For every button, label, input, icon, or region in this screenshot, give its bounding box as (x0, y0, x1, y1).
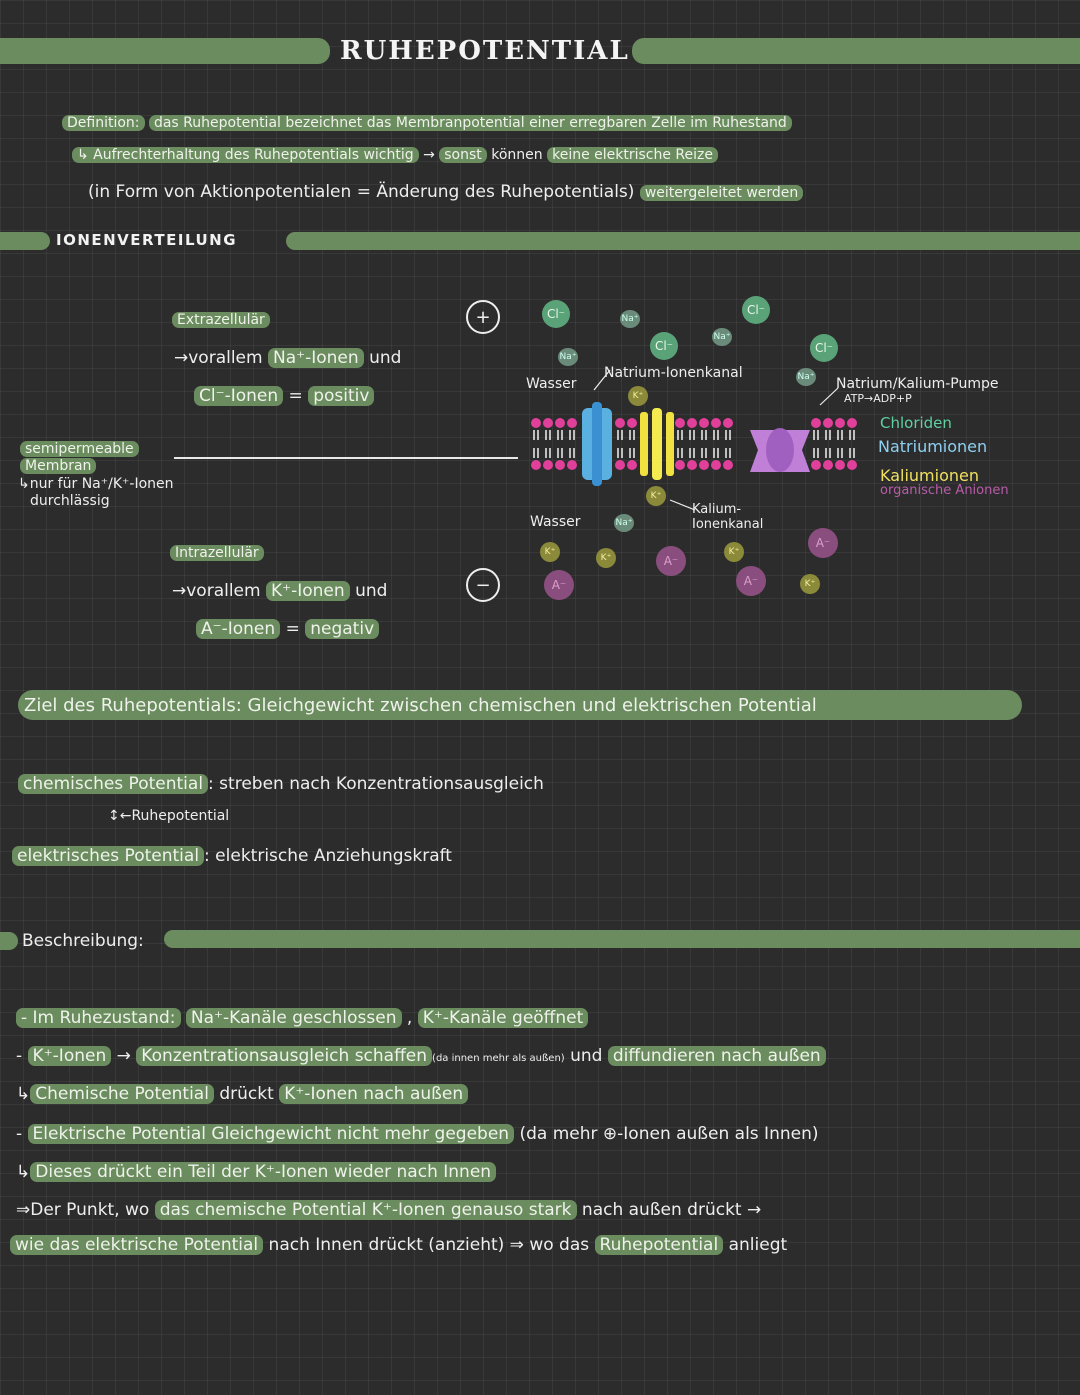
legend-anionen: organische Anionen (880, 483, 1009, 498)
ion-na: Na⁺ (796, 368, 816, 386)
wasser-top: Wasser (526, 376, 577, 392)
ion-cl: Cl⁻ (810, 334, 838, 362)
ion-anion: A⁻ (656, 546, 686, 576)
beschreibung-line-4 (16, 1124, 819, 1144)
definition-line2-d: können (491, 147, 543, 163)
definition-line2-c: sonst (439, 147, 487, 163)
kalium-kanal-1: Kalium- (692, 502, 742, 517)
b-l6-a: ⇒Der Punkt, wo (16, 1200, 150, 1220)
extra-line1-a: →vorallem (174, 348, 263, 368)
intra-negativ: negativ (305, 619, 379, 639)
membran-note-2: durchlässig (30, 493, 110, 509)
b-l2-b: K⁺-Ionen (28, 1046, 112, 1066)
extra-line-1 (174, 348, 401, 368)
membran-label-2: Membran (20, 458, 96, 474)
pump-label: Natrium/Kalium-Pumpe (836, 376, 999, 392)
intra-line1-a: →vorallem (172, 581, 261, 601)
title-bar-right (632, 38, 1080, 64)
legend-natrium: Natriumionen (878, 437, 988, 456)
ion-na: Na⁺ (558, 348, 578, 366)
title-bar-left (0, 38, 330, 64)
definition-line3-a: (in Form von Aktionpotentialen = Änderung des Ruhepotentials) (88, 182, 635, 202)
chem-label: chemisches Potential (18, 774, 208, 794)
ion-k: K⁺ (800, 574, 820, 594)
definition-line-1 (62, 115, 792, 131)
ion-k: K⁺ (596, 548, 616, 568)
intra-a-ions: A⁻-Ionen (196, 619, 280, 639)
b-l7-a: wie das elektrische Potential (10, 1235, 263, 1255)
chem-line (18, 774, 544, 794)
lipid-bilayer-left (530, 418, 857, 470)
ziel-text: Ziel des Ruhepotentials: Gleichgewicht zwischen chemischen und elektrischen Potential (24, 695, 817, 716)
ion-k: K⁺ (540, 542, 560, 562)
ion-na: Na⁺ (712, 328, 732, 346)
extra-label-text: Extrazellulär (172, 312, 270, 328)
b-l3-c: drückt (219, 1084, 274, 1104)
beschreibung-bar-left (0, 932, 18, 950)
membran-label (20, 441, 139, 475)
b-l1-c: , (406, 1008, 413, 1028)
ion-k: K⁺ (646, 486, 666, 506)
intra-line1-c: und (355, 581, 388, 601)
wasser-bottom: Wasser (530, 514, 581, 530)
b-l1-a: - Im Ruhezustand: (16, 1008, 181, 1028)
definition-line3-b: weitergeleitet werden (640, 185, 803, 201)
ion-anion: A⁻ (808, 528, 838, 558)
extra-cl-ions: Cl⁻-Ionen (194, 386, 283, 406)
extra-line1-c: und (369, 348, 402, 368)
definition-line2-arrow: → (423, 147, 435, 163)
ion-cl: Cl⁻ (542, 300, 570, 328)
definition-line-2 (72, 147, 718, 163)
b-l4-c: (da mehr ⊕-Ionen außen als Innen) (519, 1124, 819, 1144)
ion-anion: A⁻ (544, 570, 574, 600)
natrium-channel (582, 402, 674, 486)
intra-line-1 (172, 581, 387, 601)
extra-line-2 (194, 386, 374, 406)
intra-label (170, 545, 264, 561)
natrium-kalium-pump (750, 428, 810, 472)
kalium-kanal-2: Ionenkanal (692, 517, 764, 532)
definition-line2-a: ↳ Aufrechterhaltung des Ruhepotentials wichtig (72, 147, 419, 163)
extra-positiv: positiv (308, 386, 374, 406)
definition-line2-e: keine elektrische Reize (547, 147, 718, 163)
beschreibung-label: Beschreibung: (22, 931, 144, 951)
atp-label: ATP→ADP+P (844, 392, 912, 405)
elek-text: : elektrische Anziehungskraft (204, 846, 452, 866)
b-l2-a: - (16, 1046, 23, 1066)
kalium-kanal-label (692, 502, 763, 532)
intra-line-2 (196, 619, 379, 639)
b-l2-d: Konzentrationsausgleich schaffen (136, 1046, 432, 1066)
membrane-diagram (520, 290, 1080, 610)
beschreibung-line-7 (10, 1235, 787, 1255)
b-l7-c: Ruhepotential (595, 1235, 724, 1255)
definition-label: Definition: (62, 115, 145, 131)
b-l1-d: K⁺-Kanäle geöffnet (418, 1008, 589, 1028)
extra-label (172, 312, 270, 328)
ion-k: K⁺ (628, 386, 648, 406)
ion-cl: Cl⁻ (650, 332, 678, 360)
b-l4-b: Elektrische Potential Gleichgewicht nicht mehr gegeben (28, 1124, 515, 1144)
membran-note-1: ↳nur für Na⁺/K⁺-Ionen (18, 476, 174, 492)
b-l6-c: nach außen drückt → (581, 1200, 762, 1220)
extra-na-ions: Na⁺-Ionen (268, 348, 364, 368)
elek-label: elektrisches Potential (12, 846, 204, 866)
ion-cl: Cl⁻ (742, 296, 770, 324)
b-l3-b: Chemische Potential (30, 1084, 214, 1104)
b-l5-b: Dieses drückt ein Teil der K⁺-Ionen wieder nach Innen (30, 1162, 496, 1182)
ruhepotential-arrow-note: ↕←Ruhepotential (108, 808, 230, 824)
minus-sign-icon (466, 568, 500, 602)
b-l7-b: nach Innen drückt (anzieht) ⇒ wo das (268, 1235, 590, 1255)
page-title: RUHEPOTENTIAL (340, 36, 630, 66)
intra-equals: = (285, 619, 300, 639)
b-l1-b: Na⁺-Kanäle geschlossen (186, 1008, 402, 1028)
membran-label-1: semipermeable (20, 441, 139, 457)
b-l2-f: und (570, 1046, 603, 1066)
beschreibung-line-5 (16, 1162, 496, 1182)
definition-line-3 (88, 182, 803, 202)
extra-equals: = (288, 386, 303, 406)
ion-anion: A⁻ (736, 566, 766, 596)
beschreibung-line-3 (16, 1084, 468, 1104)
intra-k-ions: K⁺-Ionen (266, 581, 350, 601)
beschreibung-line-2 (16, 1046, 826, 1066)
ion-k: K⁺ (724, 542, 744, 562)
beschreibung-line-1 (16, 1008, 588, 1028)
b-l3-d: K⁺-Ionen nach außen (279, 1084, 468, 1104)
section-bar-right (286, 232, 1080, 250)
intra-label-text: Intrazellulär (170, 545, 264, 561)
b-l6-b: das chemische Potential K⁺-Ionen genauso stark (155, 1200, 577, 1220)
elek-line (12, 846, 452, 866)
b-l3-a: ↳ (16, 1084, 31, 1104)
definition-text: das Ruhepotential bezeichnet das Membranpotential einer erregbaren Zelle im Ruhestand (149, 115, 792, 131)
b-l2-c: → (116, 1046, 131, 1066)
legend-chloride: Chloriden (880, 414, 952, 432)
natrium-kanal-label: Natrium-Ionenkanal (604, 365, 743, 381)
chem-text: : streben nach Konzentrationsausgleich (208, 774, 544, 794)
plus-sign-text: + (475, 306, 491, 328)
membran-note (18, 476, 174, 510)
b-l7-d: anliegt (728, 1235, 788, 1255)
b-l2-g: diffundieren nach außen (608, 1046, 826, 1066)
ion-na: Na⁺ (620, 310, 640, 328)
beschreibung-line-6 (16, 1200, 761, 1220)
plus-sign-icon (466, 300, 500, 334)
ion-na: Na⁺ (614, 514, 634, 532)
minus-sign-text: − (475, 574, 491, 596)
beschreibung-bar-right (164, 930, 1080, 948)
b-l4-a: - (16, 1124, 23, 1144)
b-l2-e: (da innen mehr als außen) (432, 1053, 565, 1064)
section-bar-left (0, 232, 50, 250)
membran-line (174, 457, 518, 459)
legend-kalium: Kaliumionen (880, 466, 979, 485)
section-ionenverteilung: IONENVERTEILUNG (56, 231, 238, 249)
b-l5-a: ↳ (16, 1162, 31, 1182)
